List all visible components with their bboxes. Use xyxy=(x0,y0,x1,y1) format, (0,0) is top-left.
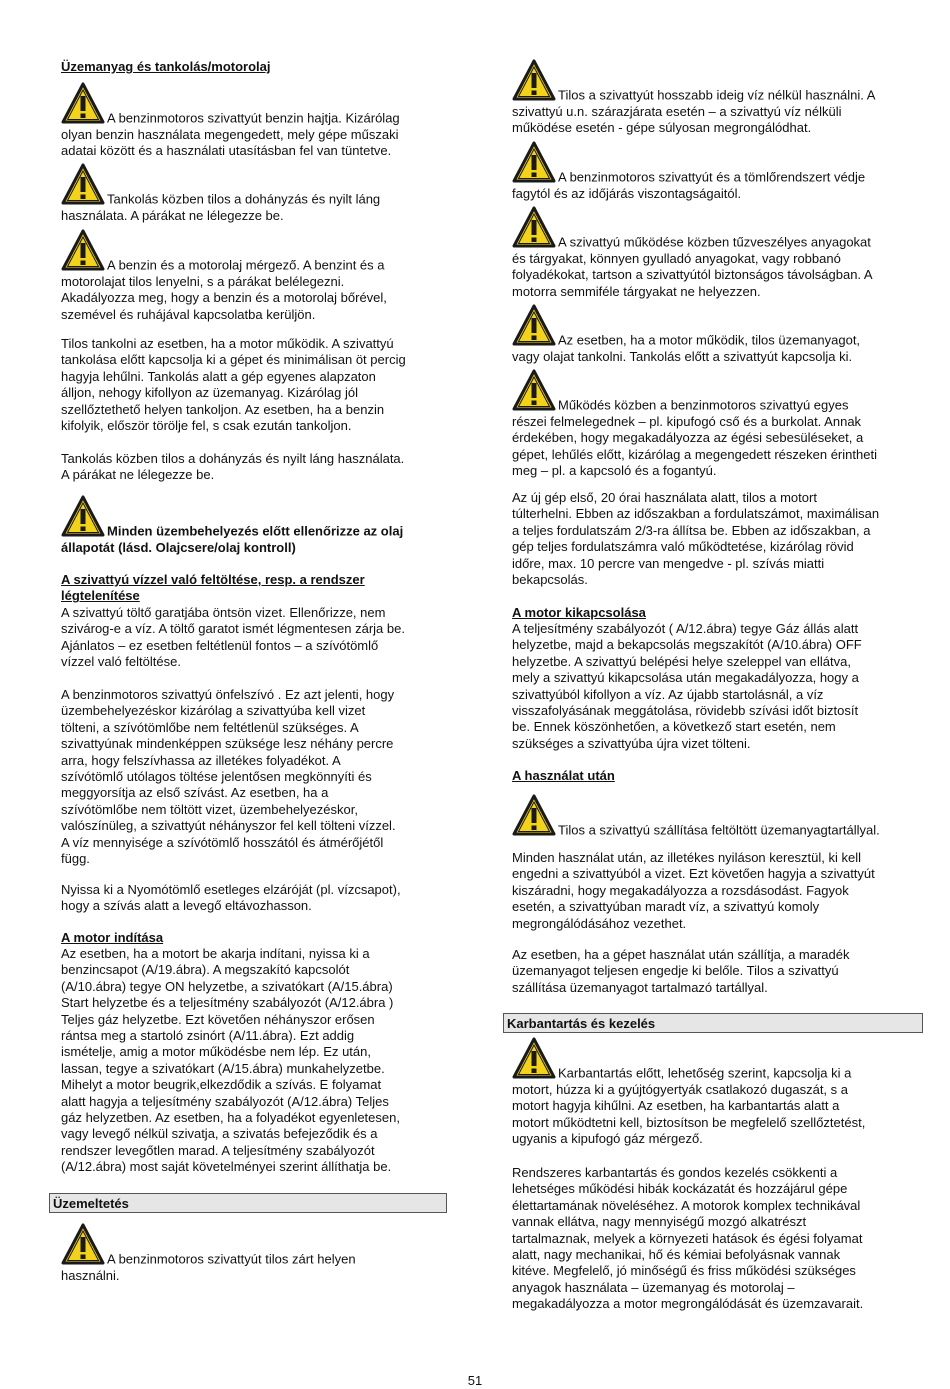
text-line: használata. A párákat ne lélegezze be. xyxy=(61,208,284,223)
text-line: helyzetbe. A szivattyú belépési helye szeleppel van ellátva, xyxy=(512,653,851,669)
text-line: motorra semmiféle tárgyakat ne helyezzen. xyxy=(512,283,761,299)
text-line: ugyanis a kipufogó gáz mérgező. xyxy=(512,1131,703,1147)
text-line: tartalmaznak, melyek a környezeti hatások és égési folyamat xyxy=(512,1230,863,1246)
text-line: A szivattyú töltő garatjába öntsön vizet. Ellenőrizze, nem xyxy=(61,605,386,620)
section-box-operation: Üzemeltetés xyxy=(49,1193,447,1213)
warning-dry-run xyxy=(512,58,924,137)
text-line: alatt, nagy mechanikai, hő és kémiai befolyásnak vannak xyxy=(512,1247,841,1263)
text-line: üzembehelyezéskor kizárólag a szivattyúba kell vizet xyxy=(61,703,366,719)
text-line: motort működtetni kell, biztosítson be megfelelő szellőztetést, xyxy=(512,1114,866,1130)
text-line: álljon, nehogy kifollyon az üzemanyag. Kizárólag jól xyxy=(61,385,359,401)
warning-smoking xyxy=(61,162,445,224)
text-line: Minden üzembehelyezés előtt ellenőrizze az olaj xyxy=(107,523,404,539)
text-line: állapotát (lásd. Olajcsere/olaj kontroll) xyxy=(61,540,296,555)
text-line: tölteni, a szívótömlőbe nem feltétlenül szükséges. A xyxy=(61,719,359,735)
text-line: A benzin és a motorolaj mérgező. A benzint és a xyxy=(107,257,385,273)
text-line: anyagok használata – üzemanyag és motorolaj – xyxy=(512,1279,795,1295)
text-line: hagyja lehűlni. Tankolás alatt a gép egyenes alapzaton xyxy=(61,368,376,384)
text-line: gépet, lehűlés előtt, kizárólag a megengedett részeken érintheti xyxy=(512,446,877,462)
warning-triangle-icon xyxy=(512,58,556,104)
text-line: Tilos a szivattyú szállítása feltöltött üzemanyagtartállyal. xyxy=(558,822,880,838)
text-line: Start helyzetbe és a teljesítmény szabályozót (A/12.ábra ) xyxy=(61,995,394,1011)
text-line: Tankolás közben tilos a dohányzás és nyilt láng xyxy=(107,191,381,207)
page-number: 51 xyxy=(467,1373,483,1388)
warning-oil-check xyxy=(61,494,445,556)
text-line: Karbantartás előtt, lehetőség szerint, kapcsolja ki a xyxy=(558,1065,852,1081)
text-line: Mihelyt a motor beugrik,elkezdődik a szívás. E folyamat xyxy=(61,1077,382,1093)
warning-triangle-icon xyxy=(61,494,105,540)
text-line: élettartamának növeléséhez. A motorok komplex technikával xyxy=(512,1197,861,1213)
text-line: fagytól és az időjárás viszontagságaitól. xyxy=(512,186,742,201)
text-line: A benzinmotoros szivattyú önfelszívó . Ez azt jelenti, hogy xyxy=(61,687,395,702)
section-heading-after-use: A használat után xyxy=(512,768,615,783)
warning-fuel-type xyxy=(61,81,445,160)
text-line: Működés közben a benzinmotoros szivattyú egyes xyxy=(558,397,849,413)
warning-triangle-icon xyxy=(61,228,105,274)
text-line: üzemanyagot teljesen engedje ki belőle. Tilos a szivattyú xyxy=(512,963,839,979)
text-line: motorolajat tilos lenyelni, s a párákat belélegezni. xyxy=(61,274,345,289)
text-line: megrongálódásához vezethet. xyxy=(512,915,687,931)
text-line: Nyissa ki a Nyomótömlő esetleges elzáróját (pl. vízcsapot), xyxy=(61,882,401,897)
text-line: szivattyúból kifollyon a víz. Az újabb startolásnál, a víz xyxy=(512,686,824,702)
text-line: lassan, tegye a szivatókart (A/15.ábra) munkahelyzetbe. xyxy=(61,1060,385,1076)
text-line: szivárog-e a víz. A töltő garatot ismét légmentesen zárja be. xyxy=(61,621,405,637)
text-line: vannak ellátva, nagy mennyiségű mozgó alkatrészt xyxy=(512,1214,807,1230)
paragraph-drain xyxy=(512,850,924,932)
text-line: hogy a szívás alatt a levegő eltávozhasson. xyxy=(61,898,312,914)
text-line: valószínüleg, a szivattyút néhányszor fel kell tölteni vízzel. xyxy=(61,818,396,834)
text-line: Tankolás közben tilos a dohányzás és nyilt láng használata. xyxy=(61,451,405,466)
text-line: működése esetén - gépe súlyosan megrongálódhat. xyxy=(512,120,812,136)
text-line: folyadékokat, tartson a szivattyútól biztonságos távolságban. A xyxy=(512,267,873,283)
text-line: kifolyik, először törölje fel, s csak ezután tankoljon. xyxy=(61,418,352,434)
text-line: A szivattyú működése közben tűzveszélyes anyagokat xyxy=(558,234,871,250)
text-line: és tárgyakat, könnyen gyulladó anyagokat, vagy robbanó xyxy=(512,251,841,266)
text-line: szállítása üzemanyagot tartalmazó tartállyal. xyxy=(512,979,768,995)
section-heading-stop: A motor kikapcsolása xyxy=(512,605,646,620)
warning-hot-parts xyxy=(512,368,924,480)
text-line: Az esetben, ha a motor működik, tilos üzemanyagot, xyxy=(558,332,861,348)
text-line: A benzinmotoros szivattyút benzin hajtja. Kizárólag xyxy=(107,110,400,126)
text-line: esetén, a szivattyúban maradt víz, a szivattyú komoly xyxy=(512,899,820,915)
warning-triangle-icon xyxy=(512,140,556,186)
paragraph-filling xyxy=(61,605,445,671)
text-line: túlterhelni. Ebben az időszakban a fordulatszámot, maximálisan xyxy=(512,506,880,522)
text-line: érdekében, hogy megakadályozza az égési sebesüléseket, a xyxy=(512,430,864,446)
warning-flammable xyxy=(512,205,924,300)
text-line: Rendszeres karbantartás és gondos kezelés csökkenti a xyxy=(512,1165,838,1180)
text-line: Tilos tankolni az esetben, ha a motor működik. A szivattyú xyxy=(61,336,394,351)
text-line: olyan benzin használata megengedett, mely gépe műszaki xyxy=(61,127,399,142)
text-line: szívótömlőbe nem töltött vizet, üzembehelyezéskor, xyxy=(61,801,358,817)
text-line: szemével és ruhájával kapcsolatba kerüljön. xyxy=(61,306,316,322)
warning-poison xyxy=(61,228,445,323)
warning-triangle-icon xyxy=(512,793,556,839)
text-line: ismételje, amig a motor működésbe nem lép. Ez után, xyxy=(61,1044,371,1060)
warning-triangle-icon xyxy=(61,162,105,208)
text-line: vagy olajat tankolni. Tankolás előtt a szivattyút kapcsolja ki. xyxy=(512,349,853,364)
warning-triangle-icon xyxy=(61,1222,105,1268)
paragraph-refuel xyxy=(61,336,445,434)
text-line: szivattyúnak mindenképpen szüksége lesz néhány percre xyxy=(61,736,394,752)
warning-maintenance xyxy=(512,1036,924,1148)
section-heading-start: A motor indítása xyxy=(61,930,164,945)
warning-closed-space xyxy=(61,1222,445,1284)
text-line: (A/12.ábra) most saját követelményei szerint állíthatja be. xyxy=(61,1159,392,1175)
warning-triangle-icon xyxy=(512,1036,556,1082)
text-line: függ. xyxy=(61,851,90,867)
text-line: gép teljes fordulatszámra való működtetése, kizárólag rövid xyxy=(512,539,854,555)
text-line: rendszer levegőtlen marad. A teljesítmény szabályozót xyxy=(61,1142,375,1158)
text-line: bekapcsolás. xyxy=(512,572,588,588)
paragraph-maintenance xyxy=(512,1165,924,1313)
text-line: Teljes gáz helyzetbe. Ezt követően néhányszor erősen xyxy=(61,1011,375,1027)
text-line: rántsa meg a startoló zsinórt (A/11.ábra). Ezt addig xyxy=(61,1028,355,1044)
text-line: Az új gép első, 20 órai használata alatt, tilos a motort xyxy=(512,490,817,505)
text-line: mely a szivattyú kikapcsolása után megakadályozza, hogy a xyxy=(512,670,859,686)
text-line: Az esetben, ha a gépet használat után szállítja, a maradék xyxy=(512,947,850,962)
text-line: Ajánlatos – ez esetben feltétlenül fontos – a szívótömlő xyxy=(61,637,379,653)
text-line: kitéve. Megfelelő, jó minőségű és friss működési szükséges xyxy=(512,1263,856,1279)
text-line: be. Ennek köszönhetően, a következő start esetén, nem xyxy=(512,719,836,735)
paragraph-start xyxy=(61,946,445,1176)
text-line: A teljesítmény szabályozót ( A/12.ábra) tegye Gáz állás alatt xyxy=(512,621,859,636)
text-line: arra, hogy felszívhassa az illetékes folyadékot. A xyxy=(61,752,341,768)
text-line: használni. xyxy=(61,1268,120,1283)
text-line: helyzetbe, majd a bekapcsolás megszakítót (A/10.ábra) OFF xyxy=(512,637,862,653)
text-line: A víz mennyisége a szívótömlő hosszától és átmérőjétől xyxy=(61,834,384,850)
text-line: szükséges a szivattyúba újra vizet tölteni. xyxy=(512,735,751,751)
text-line: alatt hagyja a teljesítmény szabályozót (A/12.ábra) Teljes xyxy=(61,1093,389,1109)
text-line: (A/10.ábra) tegye ON helyzetbe, a szivatókart (A/15.ábra) xyxy=(61,978,393,994)
warning-no-refuel-running xyxy=(512,303,924,365)
warning-frost xyxy=(512,140,924,202)
text-line: szívótömlő utólagos töltése jelentősen megkönnyíti és xyxy=(61,769,372,785)
text-line: meggyorsítja az első szívást. Az esetben, ha a xyxy=(61,785,329,801)
text-line: részei felmelegednek – pl. kipufogó cső és a burkolat. Annak xyxy=(512,414,862,429)
text-line: Minden használat után, az illetékes nyiláson keresztül, ki kell xyxy=(512,850,862,865)
warning-triangle-icon xyxy=(512,303,556,349)
text-line: szellőztethető helyen tankoljon. Az esetben, ha a benzin xyxy=(61,401,385,417)
text-line: engedni a szivattyúból a vizet. Ezt követően hagyja a szivattyút xyxy=(512,866,875,882)
text-line: vízzel való feltöltése. xyxy=(61,654,181,670)
text-line: Akadályozza meg, hogy a benzin és a motorolaj bőrével, xyxy=(61,290,387,306)
text-line: Az esetben, ha a motort be akarja indítani, nyissa ki a xyxy=(61,946,370,961)
paragraph-break-in xyxy=(512,490,924,588)
text-line: szivattyú u.n. szárazjárata esetén – a szivattyú víz nélküli xyxy=(512,104,842,119)
text-line: vagy levegő nélkül szivatja, a szivatás befejeződik és a xyxy=(61,1126,378,1142)
text-line: A párákat ne lélegezze be. xyxy=(61,467,215,483)
text-line: meg – pl. a kapcsoló és a fogantyú. xyxy=(512,463,717,479)
text-line: motort hagyja kihűlni. Az esetben, ha karbantartás alatt a xyxy=(512,1098,840,1114)
warning-triangle-icon xyxy=(512,205,556,251)
paragraph-fuel-transport xyxy=(512,947,924,996)
text-line: Tilos a szivattyút hosszabb ideig víz nélkül használni. A xyxy=(558,87,876,103)
section-heading-filling xyxy=(61,572,445,605)
paragraph-self-priming xyxy=(61,687,445,867)
paragraph-stop xyxy=(512,621,924,752)
warning-triangle-icon xyxy=(61,81,105,127)
paragraph-smoking xyxy=(61,451,445,484)
text-line: A benzinmotoros szivattyút tilos zárt helyen xyxy=(107,1251,356,1267)
text-line: visszafolyásának meggátolása, rövidebb szívási időt biztosít xyxy=(512,703,859,719)
text-line: időre, max. 10 percre van mengedve - pl. szívás miatti xyxy=(512,555,825,571)
text-line: lehetséges működési hibák kockázatát és hozzájárul gépe xyxy=(512,1181,848,1197)
warning-triangle-icon xyxy=(512,368,556,414)
paragraph-valve xyxy=(61,882,445,915)
text-line: tankolása előtt kapcsolja ki a gépet és minimálisan öt percig xyxy=(61,352,406,368)
text-line: adatai között és a használati utasításban fel van tüntetve. xyxy=(61,143,392,159)
text-line: a teljes fordulatszám 2/3-ra állítsa be. Ebben az időszakban, a xyxy=(512,522,871,538)
text-line: megakadályozza a motor megrongálódását és üzemzavarait. xyxy=(512,1296,864,1312)
text-line: motort, húzza ki a gyújtógyertyák csatlakozó dugaszát, s a xyxy=(512,1082,849,1097)
text-line: légtelenítése xyxy=(61,588,140,604)
section-heading-fuel: Üzemanyag és tankolás/motorolaj xyxy=(61,59,271,74)
text-line: kiszáradni, hogy megakadályozza a rozsdásodást. Fagyok xyxy=(512,882,849,898)
section-box-maintenance: Karbantartás és kezelés xyxy=(503,1013,923,1033)
text-line: benzincsapot (A/19.ábra). A megszakító kapcsolót xyxy=(61,962,350,978)
text-line: A benzinmotoros szivattyút és a tömlőrendszert védje xyxy=(558,169,866,185)
text-line: gáz helyzetben. Az esetben, ha a folyadékot egyenletesen, xyxy=(61,1110,400,1126)
text-line: A szivattyú vízzel való feltöltése, resp. a rendszer xyxy=(61,572,365,587)
warning-transport xyxy=(512,793,924,839)
